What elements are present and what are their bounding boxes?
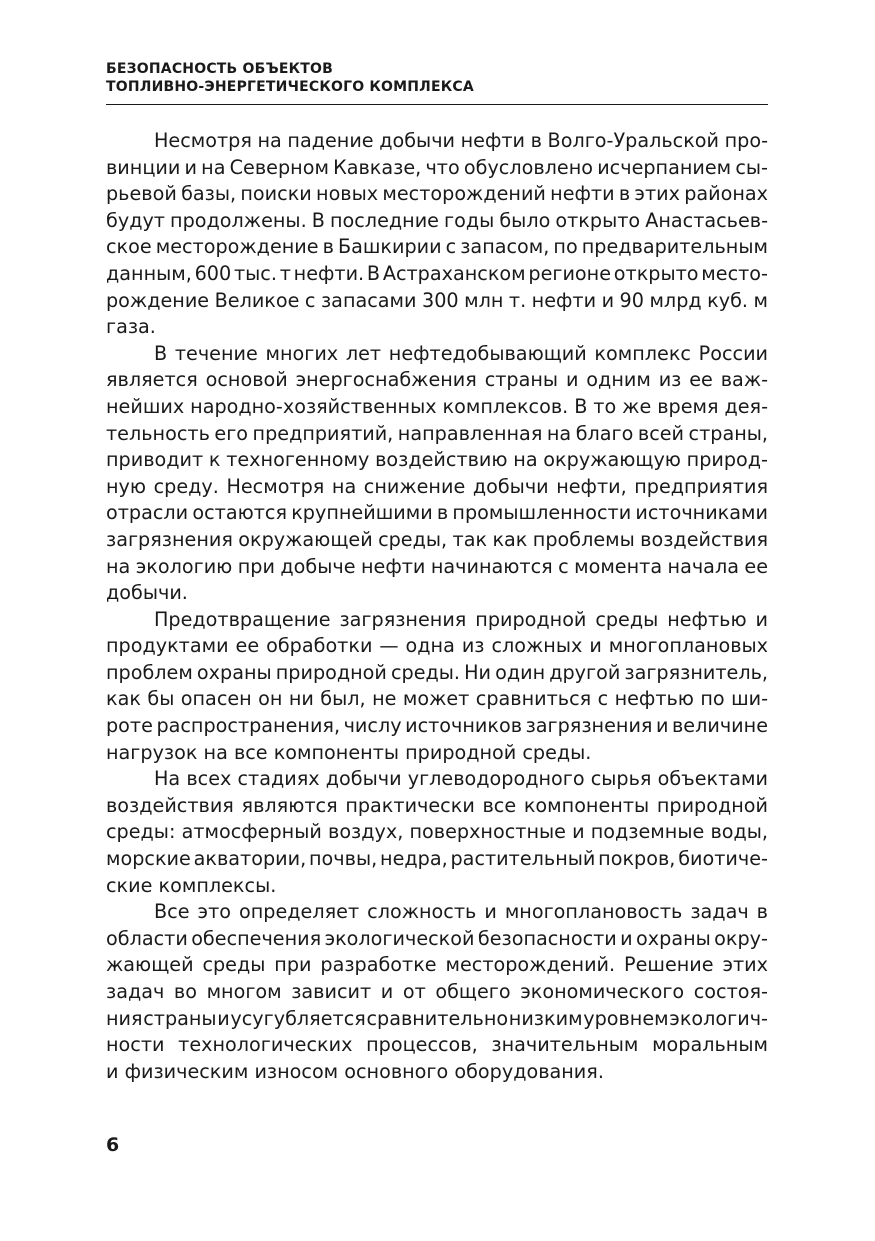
text-line: и физическим износом основного оборудования. [106, 1059, 604, 1083]
text-line: рождение Великое с запасами 300 млн т. нефти и 90 млрд куб. м [106, 288, 768, 312]
text-line: тельность его предприятий, направленная на благо всей страны, [106, 421, 769, 445]
running-head [106, 60, 768, 96]
text-line: как бы опасен он ни был, не может сравниться с нефтью по ши- [106, 687, 769, 711]
text-line: нейших народно-хозяйственных комплексов. В то же время дея- [106, 394, 769, 418]
text-line: Несмотря на падение добычи нефти в Волго-Уральской про- [154, 129, 769, 152]
paragraph [106, 607, 768, 767]
text-line: будут продолжены. В последние годы было открыто Анастасьев- [106, 208, 769, 232]
text-line: ские комплексы. [106, 873, 277, 897]
text-line: морские акватории, почвы, недра, растительный покров, биотиче- [106, 847, 768, 871]
text-line: приводит к техногенному воздействию на окружающую природ- [106, 448, 768, 472]
text-line: ную среду. Несмотря на снижение добычи нефти, предприятия [106, 474, 768, 498]
text-line: ности технологических процессов, значительным моральным [106, 1033, 768, 1057]
text-line: отрасли остаются крупнейшими в промышленности источниками [106, 501, 768, 525]
text-line: Все это определяет сложность и многоплановость задач в [154, 900, 768, 924]
text-line: ское месторождение в Башкирии с запасом, по предварительным [106, 235, 768, 259]
body-text [106, 128, 768, 1085]
text-line: загрязнения окружающей среды, так как проблемы воздействия [106, 527, 769, 551]
text-line: В течение многих лет нефтедобывающий комплекс России [154, 341, 769, 365]
text-line: роте распространения, числу источников загрязнения и величине [106, 714, 769, 738]
text-line: Предотвращение загрязнения природной среды нефтью и [154, 607, 769, 631]
text-line: ния страны и усугубляется сравнительно низким уровнем экологич- [106, 1006, 768, 1030]
page-number: 6 [106, 1134, 120, 1156]
text-line: среды: атмосферный воздух, поверхностные и подземные воды, [106, 820, 769, 844]
text-line: является основой энергоснабжения страны и одним из ее важ- [106, 368, 769, 392]
text-line: проблем охраны природной среды. Ни один другой загрязнитель, [106, 660, 769, 684]
text-line: винции и на Северном Кавказе, что обусловлено исчерпанием сы- [106, 155, 768, 179]
text-line: продуктами ее обработки — одна из сложных и многоплановых [106, 634, 769, 658]
text-line: рьевой базы, поиски новых месторождений нефти в этих районах [106, 182, 769, 206]
paragraph [106, 899, 768, 1085]
text-line: на экологию при добыче нефти начинаются с момента начала ее [106, 554, 769, 578]
text-line: воздействия являются практически все компоненты природной [106, 793, 768, 817]
text-line: На всех стадиях добычи углеводородного сырья объектами [154, 767, 768, 791]
running-head-line-2: ТОПЛИВНО-ЭНЕРГЕТИЧЕСКОГО КОМПЛЕКСА [106, 79, 474, 95]
paragraph [106, 766, 768, 899]
running-head-line-1: БЕЗОПАСНОСТЬ ОБЪЕКТОВ [106, 61, 333, 77]
header-rule [106, 104, 768, 105]
paragraph [106, 341, 768, 607]
paragraph [106, 128, 768, 341]
text-line: данным, 600 тыс. т нефти. В Астраханском регионе открыто место- [106, 261, 768, 285]
text-line: области обеспечения экологической безопасности и охраны окру- [106, 926, 768, 950]
text-line: газа. [106, 315, 156, 339]
text-line: добычи. [106, 581, 188, 605]
text-line: задач во многом зависит и от общего экономического состоя- [106, 980, 768, 1003]
text-line: нагрузок на все компоненты природной среды. [106, 740, 592, 764]
text-line: жающей среды при разработке месторождений. Решение этих [106, 953, 768, 977]
